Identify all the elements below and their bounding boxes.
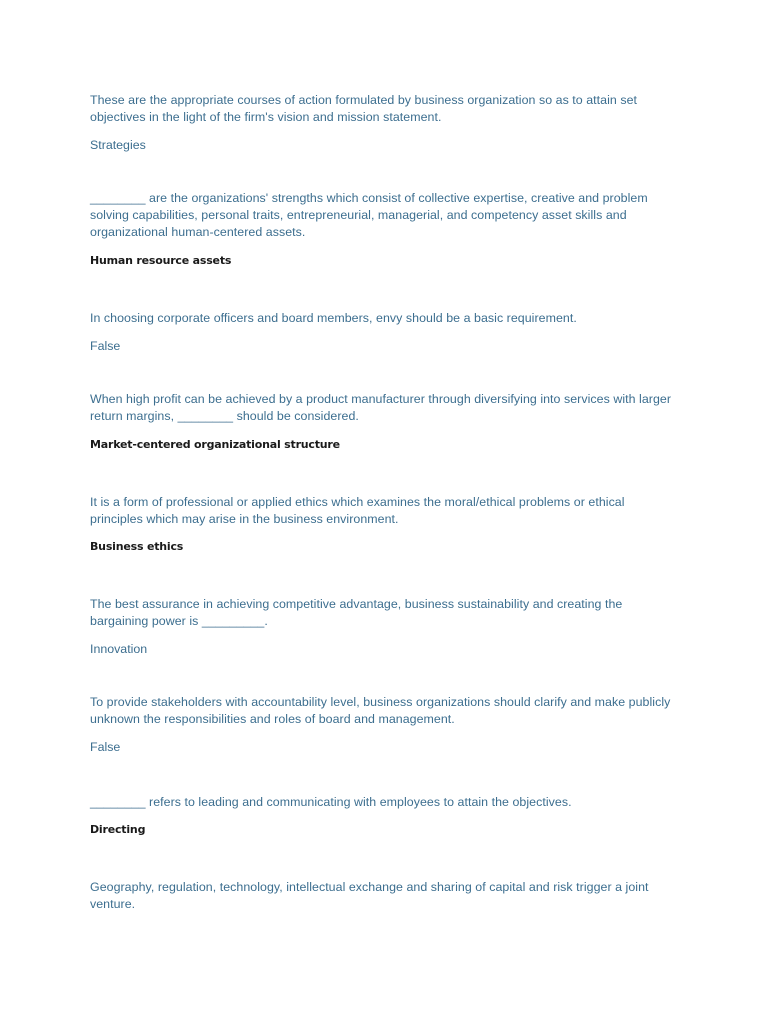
question-5: It is a form of professional or applied ethics which examines the moral/ethical problems or ethical principles which may arise in the business environment.	[90, 495, 625, 526]
answer-3: False	[90, 339, 121, 353]
question-2: ________ are the organizations' strengths which consist of collective expertise, creative and problem solving capabilities, personal traits, entrepreneurial, managerial, and competency asset skills and organizational human-centered assets.	[90, 191, 648, 239]
question-3: In choosing corporate officers and board members, envy should be a basic requirement.	[90, 311, 577, 325]
question-4: When high profit can be achieved by a product manufacturer through diversifying into services with larger return margins, ________ should be considered.	[90, 392, 672, 423]
answer-7: False	[90, 740, 121, 754]
answer-8: Directing	[90, 823, 146, 836]
answer-6: Innovation	[90, 642, 148, 656]
answer-5: Business ethics	[90, 540, 184, 553]
answer-1: Strategies	[90, 138, 146, 152]
question-6: The best assurance in achieving competitive advantage, business sustainability and creating the bargaining power is _________.	[90, 597, 623, 628]
question-9: Geography, regulation, technology, intellectual exchange and sharing of capital and risk trigger a joint venture.	[90, 880, 649, 911]
question-7: To provide stakeholders with accountability level, business organizations should clarify and make publicly unknown the responsibilities and roles of board and management.	[90, 695, 671, 726]
answer-4: Market-centered organizational structure	[90, 438, 340, 451]
question-1: These are the appropriate courses of action formulated by business organization so as to attain set objectives in the light of the firm's vision and mission statement.	[90, 93, 638, 124]
question-8: ________ refers to leading and communicating with employees to attain the objectives.	[90, 795, 572, 809]
answer-2: Human resource assets	[90, 254, 232, 267]
